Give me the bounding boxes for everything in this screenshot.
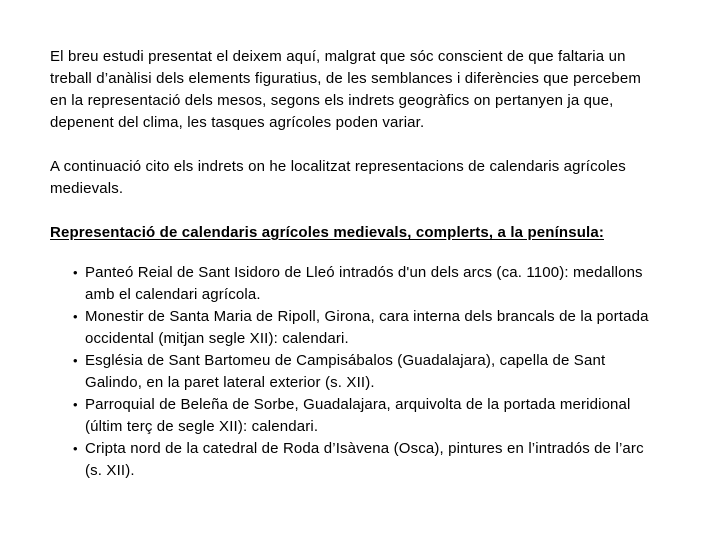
list-item-line: occidental (mitjan segle XII): calendari.	[85, 330, 349, 347]
intro-line: treball d’anàlisi dels elements figuratius, de les semblances i diferències que percebem	[50, 70, 642, 87]
list-item-line: Cripta nord de la catedral de Roda d’Isàvena (Osca), pintures en l’intradós de l’arc	[85, 440, 644, 457]
list-item	[50, 262, 720, 306]
continuation-paragraph	[50, 156, 700, 200]
intro-paragraph	[50, 46, 690, 134]
continuation-line: medievals.	[50, 180, 124, 197]
list-item-line: Monestir de Santa Maria de Ripoll, Girona, cara interna dels brancals de la portada	[85, 308, 649, 325]
list-item-line: Parroquial de Beleña de Sorbe, Guadalajara, arquivolta de la portada meridional	[85, 396, 631, 413]
intro-line: en la representació dels mesos, segons els indrets geogràfics on pertanyen ja que,	[50, 92, 614, 109]
list-item-line: Galindo, en la paret lateral exterior (s. XII).	[85, 374, 375, 391]
bullet-icon: •	[73, 397, 78, 412]
list-item	[50, 350, 720, 394]
section-heading: Representació de calendaris agrícoles medievals, complerts, a la península:	[50, 224, 604, 241]
list-item-line: amb el calendari agrícola.	[85, 286, 261, 303]
intro-line: depenent del clima, les tasques agrícoles poden variar.	[50, 114, 425, 131]
calendar-locations-list	[50, 262, 720, 482]
list-item	[50, 438, 720, 482]
list-item	[50, 394, 720, 438]
list-item-line: Església de Sant Bartomeu de Campisábalos (Guadalajara), capella de Sant	[85, 352, 606, 369]
list-item-line: (s. XII).	[85, 462, 135, 479]
document-page	[50, 46, 720, 482]
intro-line: El breu estudi presentat el deixem aquí, malgrat que sóc conscient de que faltaria un	[50, 48, 626, 65]
continuation-line: A continuació cito els indrets on he localitzat representacions de calendaris agrícoles	[50, 158, 626, 175]
list-item-line: Panteó Reial de Sant Isidoro de Lleó intradós d'un dels arcs (ca. 1100): medallons	[85, 264, 643, 281]
bullet-icon: •	[73, 353, 78, 368]
bullet-icon: •	[73, 265, 78, 280]
bullet-icon: •	[73, 309, 78, 324]
list-item	[50, 306, 720, 350]
list-item-line: (últim terç de segle XII): calendari.	[85, 418, 319, 435]
bullet-icon: •	[73, 441, 78, 456]
